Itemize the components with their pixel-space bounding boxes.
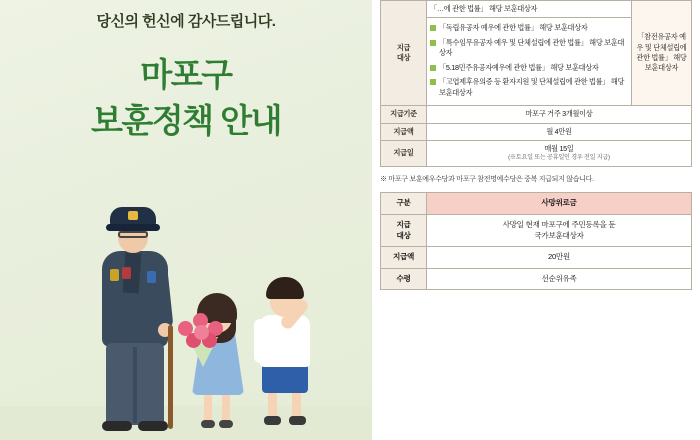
bouquet-icon <box>172 307 234 365</box>
page-title <box>0 52 372 143</box>
eligibility-bullets-cell <box>427 18 632 106</box>
table-row <box>381 123 692 140</box>
bullet-text: 「5.18민주유공자예우에 관한 법률」 해당 보훈대상자 <box>439 62 599 72</box>
bottom-row-label-target: 지급 대상 <box>381 214 427 246</box>
bottom-row-value-receiver: 선순위유족 <box>427 268 692 290</box>
boy-figure-icon <box>248 263 326 433</box>
bullet-text: 「특수임무유공자 예우 및 단체설립에 관한 법률」 해당 보훈대상자 <box>439 37 625 58</box>
row-value-amount: 월 4만원 <box>427 123 692 140</box>
table-row <box>381 247 692 269</box>
bottom-row-label-amount: 지급액 <box>381 247 427 269</box>
poster-subtitle: 당신의 헌신에 감사드립니다. <box>96 13 276 30</box>
bottom-header-value: 사망위로금 <box>427 193 692 215</box>
footnote-text: ※ 마포구 보훈예우수당과 마포구 참전명예수당은 중복 지급되지 않습니다. <box>380 176 594 184</box>
list-item <box>430 23 628 33</box>
side-note-cell: 「참전유공자 예우 및 단체설립에 관한 법률」 해당 보훈대상자 <box>632 1 692 106</box>
square-bullet-icon <box>430 40 436 46</box>
bottom-row-label-receiver: 수령 <box>381 268 427 290</box>
square-bullet-icon <box>430 25 436 31</box>
clipped-top-text: 「…에 관한 법률」 해당 보훈대상자 <box>430 4 538 13</box>
table-row <box>381 193 692 215</box>
eligibility-clipped-cell <box>427 1 632 18</box>
list-item <box>430 38 628 59</box>
row-label-paydate: 지급일 <box>381 140 427 166</box>
bottom-row-value-amount: 20만원 <box>427 247 692 269</box>
table-row <box>381 1 692 18</box>
list-item <box>430 63 628 73</box>
poster-title-line2: 보훈정책 안내 <box>91 101 281 139</box>
row-value-paydate: 매월 15일 <box>544 143 574 153</box>
document-right-panel <box>372 0 700 440</box>
bottom-clip-mask <box>372 434 700 440</box>
row-note-paydate: (※토요일 또는 공휴일인 경우 전일 지급) <box>508 154 610 162</box>
table-row <box>381 268 692 290</box>
row-label-standard: 지급기준 <box>381 106 427 123</box>
row-value-paydate-cell <box>427 140 692 166</box>
table-row <box>381 214 692 246</box>
square-bullet-icon <box>430 65 436 71</box>
bullet-text: 「고엽제후유의증 등 환자지원 및 단체설립에 관한 법률」 해당 보훈대상자 <box>439 77 625 97</box>
row-value-standard: 마포구 거주 3개월이상 <box>427 106 692 123</box>
square-bullet-icon <box>430 79 436 85</box>
condolence-table <box>380 192 692 290</box>
eligibility-table <box>380 0 692 167</box>
bottom-header-label: 구분 <box>381 193 427 215</box>
list-item <box>430 77 628 98</box>
bullet-text: 「독립유공자 예우에 관한 법률」 해당 보훈대상자 <box>439 23 588 33</box>
poster-illustration <box>0 185 372 440</box>
table-row <box>381 106 692 123</box>
row-label-amount: 지급액 <box>381 123 427 140</box>
table-row <box>381 140 692 166</box>
girl-figure-icon <box>182 273 256 433</box>
row-label-target: 지급 대상 <box>381 1 427 106</box>
poster-title-line1: 마포구 <box>140 56 232 93</box>
bottom-row-value-target: 사망일 현재 마포구에 주민등록을 둔 국가보훈대상자 <box>427 214 692 246</box>
